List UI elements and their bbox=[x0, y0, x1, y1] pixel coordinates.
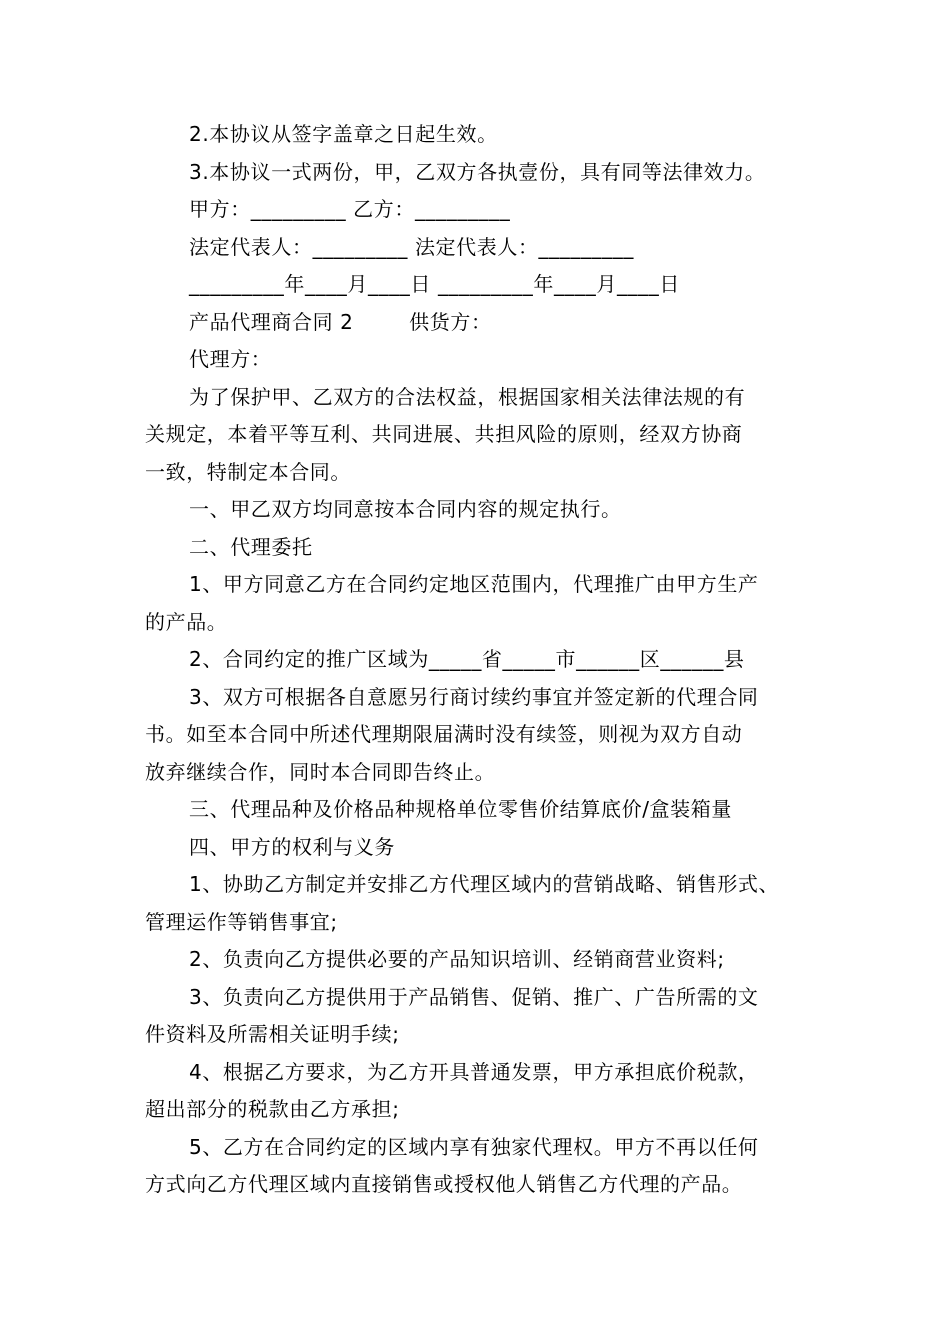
text-line: 管理运作等销售事宜; bbox=[145, 909, 338, 934]
document-body bbox=[145, 116, 810, 1204]
text-line: 的产品。 bbox=[145, 609, 228, 634]
section-heading: 三、代理品种及价格品种规格单位零售价结算底价/盒装箱量 bbox=[189, 797, 732, 821]
text-line: 2、负责向乙方提供必要的产品知识培训、经销商营业资料; bbox=[189, 947, 725, 971]
text-line: 书。如至本合同中所述代理期限届满时没有续签，则视为双方自动 bbox=[145, 722, 743, 746]
section-heading: 四、甲方的权利与义务 bbox=[189, 834, 395, 859]
text-line: 放弃继续合作，同时本合同即告终止。 bbox=[145, 759, 496, 784]
text-line: 3、负责向乙方提供用于产品销售、促销、推广、广告所需的文 bbox=[189, 984, 759, 1009]
signature-line-parties: 甲方：_________ 乙方：_________ bbox=[189, 197, 511, 221]
text-line: 5、乙方在合同约定的区域内享有独家代理权。甲方不再以任何 bbox=[189, 1134, 759, 1159]
contract-title-line: 产品代理商合同 2 供货方： bbox=[189, 309, 492, 334]
text-line: 为了保护甲、乙双方的合法权益，根据国家相关法律法规的有 bbox=[189, 384, 746, 409]
section-heading: 一、甲乙双方均同意按本合同内容的规定执行。 bbox=[189, 497, 622, 521]
text-line: 1、甲方同意乙方在合同约定地区范围内，代理推广由甲方生产 bbox=[189, 572, 759, 596]
text-line: 方式向乙方代理区域内直接销售或授权他人销售乙方代理的产品。 bbox=[145, 1172, 743, 1196]
text-line: 代理方： bbox=[189, 347, 272, 371]
signature-line-representatives: 法定代表人：_________ 法定代表人：_________ bbox=[189, 234, 634, 259]
text-line: 一致，特制定本合同。 bbox=[145, 459, 351, 484]
text-line: 关规定，本着平等互利、共同进展、共担风险的原则，经双方协商 bbox=[145, 422, 743, 446]
text-line: 4、根据乙方要求，为乙方开具普通发票，甲方承担底价税款， bbox=[189, 1059, 759, 1084]
section-heading: 二、代理委托 bbox=[189, 534, 313, 559]
text-line: 1、协助乙方制定并安排乙方代理区域内的营销战略、销售形式、 bbox=[189, 872, 780, 896]
signature-line-dates: _________年____月____日 _________年____月____日 bbox=[189, 272, 680, 296]
text-line: 3、双方可根据各自意愿另行商讨续约事宜并签定新的代理合同 bbox=[189, 684, 759, 709]
text-line: 3.本协议一式两份，甲，乙双方各执壹份，具有同等法律效力。 bbox=[189, 159, 766, 184]
text-line: 件资料及所需相关证明手续; bbox=[145, 1022, 400, 1046]
text-line: 超出部分的税款由乙方承担; bbox=[145, 1097, 400, 1121]
text-line: 2.本协议从签字盖章之日起生效。 bbox=[189, 122, 498, 146]
text-line: 2、合同约定的推广区域为_____省_____市______区______县 bbox=[189, 647, 745, 671]
